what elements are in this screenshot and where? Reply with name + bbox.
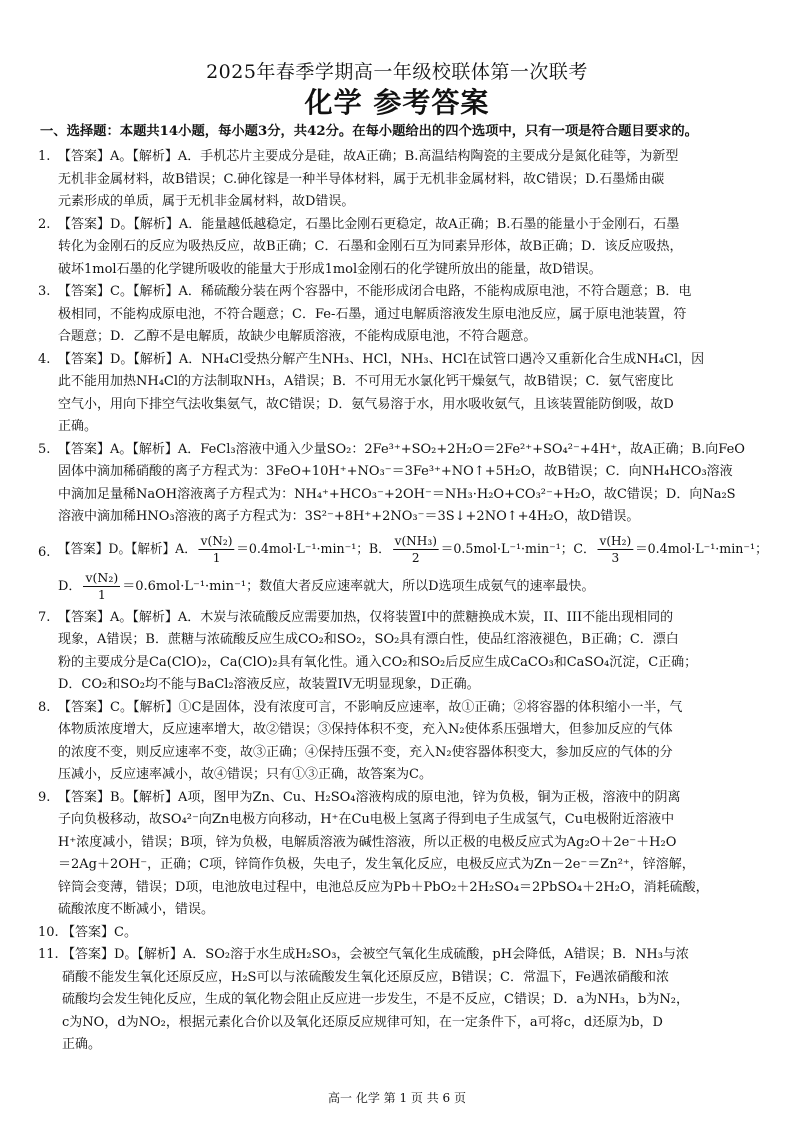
answer-item-1	[38, 146, 768, 214]
rate-d-prefix: D．	[58, 578, 82, 594]
item-line: 压减小，反应速率减小，故④错误；只有①③正确，故答案为C。	[58, 767, 432, 782]
fraction-denominator: 2	[411, 549, 420, 565]
item-number: 11.	[38, 947, 59, 962]
answer-item-3	[38, 281, 768, 349]
item-line: 中滴加足量稀NaOH溶液离子方程式为：NH₄⁺+HCO₃⁻+2OH⁻＝NH₃·H₂O+CO₃²⁻+H₂O，故C错误；D．向Na₂S	[58, 486, 736, 502]
rate-a-value: ＝0.4mol·L⁻¹·min⁻¹；B．	[236, 541, 391, 557]
item-line: 粉的主要成分是Ca(ClO)₂，Ca(ClO)₂具有氧化性。通入CO₂和SO₂后反应生成CaCO₃和CaSO₄沉淀，C正确；	[58, 654, 698, 670]
answer-item-7	[38, 607, 768, 697]
item-line: 正确。	[62, 1037, 102, 1052]
item-line: 现象，A错误；B．蔗糖与浓硫酸反应生成CO₂和SO₂，SO₂具有漂白性，使品红溶液褪色，B正确；C．漂白	[58, 632, 679, 647]
document-subtitle: 化学 参考答案	[304, 86, 490, 119]
item-line: 【答案】D。【解析】A．能量越低越稳定，石墨比金刚石更稳定，故A正确；B.石墨的能量小于金刚石，石墨	[58, 216, 680, 232]
item-number: 3.	[38, 284, 51, 299]
item-number: 5.	[38, 441, 51, 457]
item-line: 【答案】C。	[62, 924, 137, 940]
item-line: c为NO，d为NO₂，根据元素化合价以及氧化还原反应规律可知，在一定条件下，a可将c，d还原为b，D	[62, 1014, 663, 1030]
item-line: H⁺浓度减小，错误；B项，锌为负极，电解质溶液为碱性溶液，所以正极的电极反应式为Ag₂O＋2e⁻＋H₂O	[58, 834, 677, 850]
item-line: 硫酸浓度不断减小，错误。	[58, 902, 215, 917]
answer-item-4	[38, 349, 768, 439]
fraction-b	[393, 533, 439, 566]
answer-item-6	[38, 533, 768, 603]
item-number: 1.	[38, 149, 51, 164]
item-line: 【答案】A。【解析】A．手机芯片主要成分是硅，故A正确；B.高温结构陶瓷的主要成分是氮化硅等，为新型	[58, 149, 679, 164]
rate-b-value: ＝0.5mol·L⁻¹·min⁻¹；C．	[440, 541, 596, 557]
item-number: 10.	[38, 924, 59, 940]
item-line: 的浓度不变，则反应速率不变，故③正确；④保持压强不变，充入N₂使容器体积变大，参加反应的气体的分	[58, 744, 673, 760]
item-line: 此不能用加热NH₄Cl的方法制取NH₃，A错误；B．不可用无水氯化钙干燥氨气，故B错误；C．氨气密度比	[58, 374, 674, 389]
item-line: 溶液中滴加稀HNO₃溶液的离子方程式为：3S²⁻+8H⁺+2NO₃⁻＝3S↓+2NO↑+4H₂O，故D错误。	[58, 509, 640, 524]
item-line: 硝酸不能发生氧化还原反应，H₂S可以与浓硫酸发生氧化还原反应，B错误；C．常温下，Fe遇浓硝酸和浓	[62, 969, 669, 985]
fraction-a	[199, 533, 235, 566]
item-line	[58, 570, 768, 603]
answer-item-2	[38, 214, 768, 282]
item-line: 体物质浓度增大，反应速率增大，故②错误；③保持体积不变，充入N₂使体系压强增大，但参加反应的气体	[58, 722, 673, 737]
item-line: D．CO₂和SO₂均不能与BaCl₂溶液反应，故装置IV无明显现象，D正确。	[58, 677, 480, 692]
item-number: 2.	[38, 216, 51, 232]
rate-d-value: ＝0.6mol·L⁻¹·min⁻¹；数值大者反应速率就大，所以D选项生成氨气的速率最快。	[122, 578, 595, 594]
fraction-denominator: 3	[611, 549, 620, 565]
item-line: 子向负极移动，故SO₄²⁻向Zn电极方向移动，H⁺在Cu电极上氢离子得到电子生成氢气，Cu电极附近溶液中	[58, 812, 675, 827]
item-line: 固体中滴加稀硝酸的离子方程式为：3FeO+10H⁺+NO₃⁻＝3Fe³⁺+NO↑+5H₂O，故B错误；C．向NH₄HCO₃溶液	[58, 464, 733, 479]
item-line	[58, 532, 768, 566]
item-number: 7.	[38, 609, 51, 625]
fraction-numerator: v(H₂)	[599, 532, 632, 548]
item-line: 无机非金属材料，故B错误；C.砷化镓是一种半导体材料，属于无机非金属材料，故C错误；D.石墨烯由碳	[58, 171, 665, 187]
fraction-numerator: v(N₂)	[85, 569, 119, 585]
page-footer: 高一 化学 第 1 页 共 6 页	[328, 1091, 466, 1105]
item-line: 【答案】D。【解析】A．NH₄Cl受热分解产生NH₃、HCl，NH₃、HCl在试管口遇冷又重新化合生成NH₄Cl，因	[58, 351, 705, 367]
answer-item-11	[38, 944, 768, 1057]
item-line: 转化为金刚石的反应为吸热反应，故B正确；C．石墨和金刚石互为同素异形体，故B正确；D．该反应吸热，	[58, 239, 683, 254]
answer-list	[38, 146, 768, 1057]
item-line: 锌筒会变薄，错误；D项，电池放电过程中，电池总反应为Pb＋PbO₂＋2H₂SO₄＝2PbSO₄＋2H₂O，消耗硫酸，	[58, 879, 709, 895]
answer-item-5	[38, 439, 768, 529]
item-number: 8.	[38, 699, 51, 715]
item-line: 【答案】C。【解析】A．稀硫酸分装在两个容器中，不能形成闭合电路，不能构成原电池，不符合题意；B．电	[58, 284, 692, 299]
item-line: 正确。	[58, 419, 98, 434]
fraction-d	[83, 570, 120, 603]
item-number: 9.	[38, 789, 51, 805]
rate-a-prefix: 【答案】D。【解析】A．	[58, 541, 197, 557]
fraction-denominator: 1	[212, 549, 221, 565]
item-line: 【答案】B。【解析】A项，图甲为Zn、Cu、H₂SO₄溶液构成的原电池，锌为负极，铜为正极，溶液中的阴离	[58, 789, 681, 805]
answer-item-8	[38, 697, 768, 787]
item-number: 4.	[38, 351, 51, 367]
answer-item-9	[38, 787, 768, 922]
item-line: ＝2Ag＋2OH⁻，正确；C项，锌筒作负极，失电子，发生氧化反应，电极反应式为Zn－2e⁻＝Zn²⁺，锌溶解，	[58, 857, 695, 872]
item-line: 硫酸均会发生钝化反应，生成的氧化物会阻止反应进一步发生，不是不反应，C错误；D．a为NH₃，b为N₂，	[62, 992, 689, 1007]
item-line: 元素形成的单质，属于无机非金属材料，故D错误。	[58, 194, 355, 209]
fraction-denominator: 1	[97, 586, 106, 602]
item-line: 破坏1mol石墨的化学键所吸收的能量大于形成1mol金刚石的化学键所放出的能量，故D错误。	[58, 261, 602, 277]
item-number: 6.	[38, 544, 51, 560]
answer-item-10	[38, 922, 768, 945]
item-line: 极相同，不能构成原电池，不符合题意；C．Fe-石墨，通过电解质溶液发生原电池反应，属于原电池装置，符	[58, 306, 687, 322]
item-line: 空气小，用向下排空气法收集氨气，故C错误；D．氨气易溶于水，用水吸收氨气，且该装置能防倒吸，故D	[58, 396, 674, 412]
fraction-numerator: v(NH₃)	[394, 532, 437, 548]
fraction-numerator: v(N₂)	[200, 532, 233, 548]
item-line: 合题意；D．乙醇不是电解质，故缺少电解质溶液，不能构成原电池，不符合题意。	[58, 329, 537, 344]
item-line: 【答案】D。【解析】A．SO₂溶于水生成H₂SO₃，会被空气氧化生成硫酸，pH会降低，A错误；B．NH₃与浓	[62, 947, 689, 962]
document-title: 2025年春季学期高一年级校联体第一次联考	[206, 61, 588, 83]
item-line: 【答案】A。【解析】A．FeCl₃溶液中通入少量SO₂：2Fe³⁺+SO₂+2H₂O＝2Fe²⁺+SO₄²⁻+4H⁺，故A正确；B.向FeO	[58, 441, 745, 457]
section-heading: 一、选择题：本题共14小题，每小题3分，共42分。在每小题给出的四个选项中，只有一项是符合题目要求的。	[40, 124, 698, 139]
fraction-c	[598, 533, 634, 566]
rate-c-value: ＝0.4mol·L⁻¹·min⁻¹；	[635, 541, 768, 557]
item-line: 【答案】A。【解析】A．木炭与浓硫酸反应需要加热，仅将装置I中的蔗糖换成木炭，II、III不能出现相同的	[58, 609, 674, 625]
item-line: 【答案】C。【解析】①C是固体，没有浓度可言，不影响反应速率，故①正确；②将容器的体积缩小一半，气	[58, 699, 683, 715]
